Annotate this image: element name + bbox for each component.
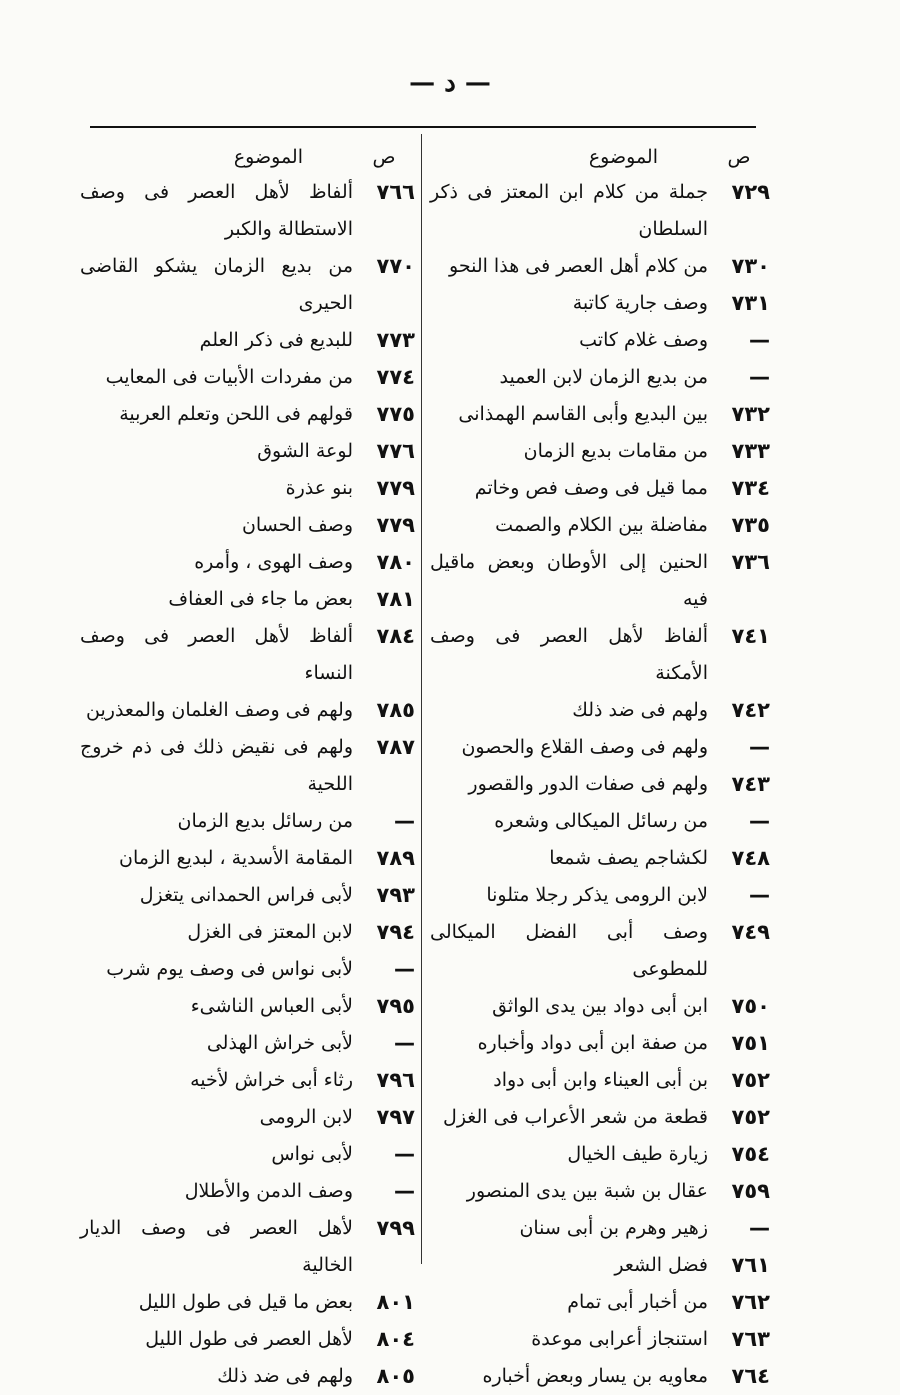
toc-entry bbox=[80, 840, 415, 877]
left-column-header bbox=[80, 140, 415, 174]
entry-page-number: — bbox=[394, 809, 415, 833]
entry-page-number: — bbox=[749, 365, 770, 389]
toc-entry bbox=[80, 729, 415, 803]
entry-topic: مفاضلة بين الكلام والصمت bbox=[495, 514, 708, 536]
toc-entry bbox=[430, 396, 770, 433]
toc-entry bbox=[430, 285, 770, 322]
toc-entry bbox=[430, 470, 770, 507]
entry-page-number: ٧٥٠ bbox=[731, 994, 770, 1018]
toc-entry bbox=[80, 914, 415, 951]
entry-page-number: ٧٣٤ bbox=[731, 476, 770, 500]
entry-page-number: ٧٦٦ bbox=[376, 180, 415, 204]
entry-topic: وصف غلام كاتب bbox=[579, 329, 708, 351]
entry-page-number: ٧٧٦ bbox=[376, 439, 415, 463]
entry-topic: من مفردات الأبيات فى المعايب bbox=[105, 366, 353, 388]
page-mark: — د — bbox=[409, 68, 491, 98]
toc-entry bbox=[430, 1099, 770, 1136]
toc-entry bbox=[80, 470, 415, 507]
right-column bbox=[430, 140, 770, 1395]
toc-entry bbox=[80, 581, 415, 618]
toc-entry bbox=[430, 1173, 770, 1210]
entry-topic: ألفاظ لأهل العصر فى وصف الأمكنة bbox=[430, 625, 708, 684]
entry-topic: من كلام أهل العصر فى هذا النحو bbox=[449, 255, 708, 277]
toc-entry bbox=[80, 1173, 415, 1210]
entry-topic: قطعة من شعر الأعراب فى الغزل bbox=[443, 1106, 708, 1128]
entry-page-number: ٧٢٩ bbox=[731, 180, 770, 204]
toc-entry bbox=[80, 988, 415, 1025]
entry-topic: وصف الحسان bbox=[241, 514, 353, 536]
entry-topic: لأبى فراس الحمدانى يتغزل bbox=[139, 884, 353, 906]
entry-page-number: ٧٧٠ bbox=[376, 254, 415, 278]
entry-page-number: — bbox=[749, 883, 770, 907]
entry-topic: رثاء أبى خراش لأخيه bbox=[190, 1069, 353, 1091]
entry-page-number: ٧٥٤ bbox=[731, 1142, 770, 1166]
toc-entry bbox=[430, 914, 770, 988]
toc-entry bbox=[80, 322, 415, 359]
entry-topic: من بديع الزمان لابن العميد bbox=[499, 366, 708, 388]
entry-topic: وصف الدمن والأطلال bbox=[184, 1180, 353, 1202]
entry-page-number: ٧٣٦ bbox=[731, 550, 770, 574]
entry-topic: الحنين إلى الأوطان وبعض ماقيل فيه bbox=[430, 551, 708, 610]
entry-page-number: ٧٤٣ bbox=[731, 772, 770, 796]
entry-topic: من رسائل الميكالى وشعره bbox=[494, 810, 708, 832]
top-rule bbox=[90, 126, 756, 128]
entry-topic: لكشاجم يصف شمعا bbox=[549, 847, 708, 869]
entry-topic: لابن الرومى bbox=[259, 1106, 353, 1128]
toc-entry bbox=[80, 692, 415, 729]
entry-page-number: ٧٣١ bbox=[731, 291, 770, 315]
left-entry-list bbox=[80, 174, 415, 1395]
entry-topic: ولهم فى وصف الغلمان والمعذرين bbox=[86, 699, 353, 721]
toc-entry bbox=[430, 988, 770, 1025]
entry-topic: فضل الشعر bbox=[614, 1254, 708, 1276]
toc-entry bbox=[430, 359, 770, 396]
toc-entry bbox=[430, 1210, 770, 1247]
toc-entry bbox=[430, 507, 770, 544]
entry-topic: المقامة الأسدية ، لبديع الزمان bbox=[119, 847, 353, 869]
entry-page-number: ٧٣٣ bbox=[731, 439, 770, 463]
entry-page-number: ٧٥٢ bbox=[731, 1105, 770, 1129]
entry-page-number: ٧٧٤ bbox=[376, 365, 415, 389]
page-heading: ص bbox=[372, 146, 396, 168]
entry-page-number: ٧٤٩ bbox=[731, 920, 770, 944]
entry-page-number: ٧٤٨ bbox=[731, 846, 770, 870]
entry-page-number: ٨٠٥ bbox=[376, 1364, 415, 1388]
toc-entry bbox=[430, 1062, 770, 1099]
toc-entry bbox=[80, 1321, 415, 1358]
entry-page-number: ٧٦١ bbox=[731, 1253, 770, 1277]
toc-entry bbox=[80, 359, 415, 396]
entry-page-number: ٧٦٤ bbox=[731, 1364, 770, 1388]
entry-page-number: ٨٠١ bbox=[376, 1290, 415, 1314]
entry-page-number: ٧٩٤ bbox=[376, 920, 415, 944]
right-entry-list bbox=[430, 174, 770, 1395]
entry-page-number: ٧٤٢ bbox=[731, 698, 770, 722]
entry-page-number: ٧٨٩ bbox=[376, 846, 415, 870]
toc-entry bbox=[80, 433, 415, 470]
toc-entry bbox=[430, 1025, 770, 1062]
entry-page-number: ٧٤١ bbox=[731, 624, 770, 648]
entry-topic: جملة من كلام ابن المعتز فى ذكر السلطان bbox=[430, 181, 708, 240]
entry-topic: من مقامات بديع الزمان bbox=[523, 440, 708, 462]
toc-entry bbox=[430, 692, 770, 729]
entry-topic: وصف أبى الفضل الميكالى للمطوعى bbox=[430, 921, 708, 980]
entry-page-number: ٧٩٣ bbox=[376, 883, 415, 907]
entry-topic: وصف جارية كاتبة bbox=[572, 292, 708, 314]
toc-entry bbox=[430, 174, 770, 248]
entry-topic: لأهل العصر فى وصف الديار الخالية bbox=[80, 1217, 353, 1276]
entry-page-number: ٧٨٠ bbox=[376, 550, 415, 574]
entry-page-number: — bbox=[394, 1142, 415, 1166]
entry-topic: استنجاز أعرابى موعدة bbox=[531, 1328, 708, 1350]
entry-page-number: ٧٧٩ bbox=[376, 513, 415, 537]
entry-page-number: ٧٦٣ bbox=[731, 1327, 770, 1351]
entry-page-number: ٨٠٤ bbox=[376, 1327, 415, 1351]
entry-topic: عقال بن شبة بين يدى المنصور bbox=[466, 1180, 708, 1202]
entry-topic: لأبى نواس فى وصف يوم شرب bbox=[106, 958, 353, 980]
toc-entry bbox=[430, 877, 770, 914]
entry-topic: لأهل العصر فى طول الليل bbox=[145, 1328, 353, 1350]
entry-page-number: — bbox=[749, 809, 770, 833]
toc-entry bbox=[430, 248, 770, 285]
entry-topic: بعض ما جاء فى العفاف bbox=[168, 588, 353, 610]
entry-topic: لابن الرومى يذكر رجلا متلونا bbox=[486, 884, 708, 906]
entry-topic: لابن المعتز فى الغزل bbox=[187, 921, 353, 943]
entry-topic: قولهم فى اللحن وتعلم العربية bbox=[119, 403, 353, 425]
entry-topic: ولهم فى ضد ذلك bbox=[572, 699, 708, 721]
entry-page-number: ٧٨٥ bbox=[376, 698, 415, 722]
toc-entry bbox=[430, 322, 770, 359]
toc-entry bbox=[80, 248, 415, 322]
entry-page-number: ٧٦٢ bbox=[731, 1290, 770, 1314]
entry-topic: بعض ما قيل فى طول الليل bbox=[138, 1291, 353, 1313]
toc-entry bbox=[430, 1284, 770, 1321]
entry-topic: ابن أبى دواد بين يدى الواثق bbox=[492, 995, 708, 1017]
entry-page-number: ٧٩٥ bbox=[376, 994, 415, 1018]
entry-topic: ولهم فى وصف القلاع والحصون bbox=[461, 736, 708, 758]
entry-topic: من بديع الزمان يشكو القاضى الحيرى bbox=[80, 255, 353, 314]
entry-page-number: ٧٧٩ bbox=[376, 476, 415, 500]
entry-page-number: — bbox=[394, 957, 415, 981]
entry-topic: من أخبار أبى تمام bbox=[567, 1291, 708, 1313]
entry-page-number: ٧٧٣ bbox=[376, 328, 415, 352]
toc-entry bbox=[430, 1358, 770, 1395]
toc-entry bbox=[80, 877, 415, 914]
entry-page-number: ٧٩٩ bbox=[376, 1216, 415, 1240]
entry-page-number: — bbox=[749, 328, 770, 352]
entry-topic: من صفة ابن أبى دواد وأخباره bbox=[477, 1032, 708, 1054]
entry-topic: لأبى نواس bbox=[271, 1143, 353, 1165]
toc-entry bbox=[80, 1358, 415, 1395]
toc-entry bbox=[80, 951, 415, 988]
entry-topic: لوعة الشوق bbox=[257, 440, 353, 462]
entry-page-number: ٧٨٧ bbox=[376, 735, 415, 759]
toc-entry bbox=[430, 1136, 770, 1173]
entry-topic: مما قيل فى وصف فص وخاتم bbox=[474, 477, 708, 499]
topic-heading: الموضوع bbox=[233, 146, 303, 168]
toc-entry bbox=[430, 433, 770, 470]
toc-entry bbox=[80, 507, 415, 544]
toc-entry bbox=[430, 840, 770, 877]
entry-topic: ولهم فى نقيض ذلك فى ذم خروج اللحية bbox=[80, 736, 353, 795]
toc-entry bbox=[430, 766, 770, 803]
toc-entry bbox=[80, 544, 415, 581]
toc-entry bbox=[430, 1321, 770, 1358]
entry-topic: وصف الهوى ، وأمره bbox=[194, 551, 353, 573]
right-column-header bbox=[430, 140, 770, 174]
toc-entry bbox=[80, 1099, 415, 1136]
entry-page-number: ٧٩٧ bbox=[376, 1105, 415, 1129]
entry-page-number: ٧٩٦ bbox=[376, 1068, 415, 1092]
toc-entry bbox=[80, 396, 415, 433]
toc-entry bbox=[80, 803, 415, 840]
entry-page-number: ٧٨١ bbox=[376, 587, 415, 611]
entry-page-number: ٧٥١ bbox=[731, 1031, 770, 1055]
entry-topic: ألفاظ لأهل العصر فى وصف النساء bbox=[80, 625, 353, 684]
column-divider bbox=[421, 134, 422, 1264]
entry-page-number: ٧٥٩ bbox=[731, 1179, 770, 1203]
entry-topic: معاويه بن يسار وبعض أخباره bbox=[482, 1365, 708, 1387]
entry-page-number: — bbox=[749, 1216, 770, 1240]
entry-topic: للبديع فى ذكر العلم bbox=[199, 329, 353, 351]
entry-topic: ولهم فى صفات الدور والقصور bbox=[468, 773, 708, 795]
entry-page-number: ٧٣٢ bbox=[731, 402, 770, 426]
entry-page-number: — bbox=[394, 1179, 415, 1203]
toc-entry bbox=[430, 729, 770, 766]
entry-topic: زيارة طيف الخيال bbox=[567, 1143, 708, 1165]
entry-topic: لأبى خراش الهذلى bbox=[206, 1032, 353, 1054]
toc-entry bbox=[430, 1247, 770, 1284]
entry-topic: لأبى العباس الناشىء bbox=[190, 995, 353, 1017]
toc-entry bbox=[430, 618, 770, 692]
toc-entry bbox=[430, 544, 770, 618]
toc-entry bbox=[80, 1062, 415, 1099]
entry-page-number: — bbox=[749, 735, 770, 759]
entry-page-number: ٧٣٠ bbox=[731, 254, 770, 278]
toc-entry bbox=[80, 1025, 415, 1062]
entry-page-number: ٧٣٥ bbox=[731, 513, 770, 537]
entry-page-number: ٧٧٥ bbox=[376, 402, 415, 426]
entry-page-number: — bbox=[394, 1031, 415, 1055]
entry-topic: بن أبى العيناء وابن أبى دواد bbox=[493, 1069, 708, 1091]
entry-page-number: ٧٥٢ bbox=[731, 1068, 770, 1092]
entry-topic: من رسائل بديع الزمان bbox=[177, 810, 353, 832]
topic-heading: الموضوع bbox=[588, 146, 658, 168]
entry-topic: ولهم فى ضد ذلك bbox=[217, 1365, 353, 1387]
entry-topic: بين البديع وأبى القاسم الهمذانى bbox=[458, 403, 708, 425]
entry-topic: ألفاظ لأهل العصر فى وصف الاستطالة والكبر bbox=[80, 181, 353, 240]
toc-entry bbox=[80, 1284, 415, 1321]
toc-entry bbox=[80, 1210, 415, 1284]
toc-entry bbox=[430, 803, 770, 840]
toc-entry bbox=[80, 1136, 415, 1173]
entry-topic: بنو عذرة bbox=[285, 477, 353, 499]
entry-topic: زهير وهرم بن أبى سنان bbox=[519, 1217, 708, 1239]
left-column bbox=[80, 140, 415, 1395]
toc-entry bbox=[80, 618, 415, 692]
page-heading: ص bbox=[727, 146, 751, 168]
toc-entry bbox=[80, 174, 415, 248]
entry-page-number: ٧٨٤ bbox=[376, 624, 415, 648]
